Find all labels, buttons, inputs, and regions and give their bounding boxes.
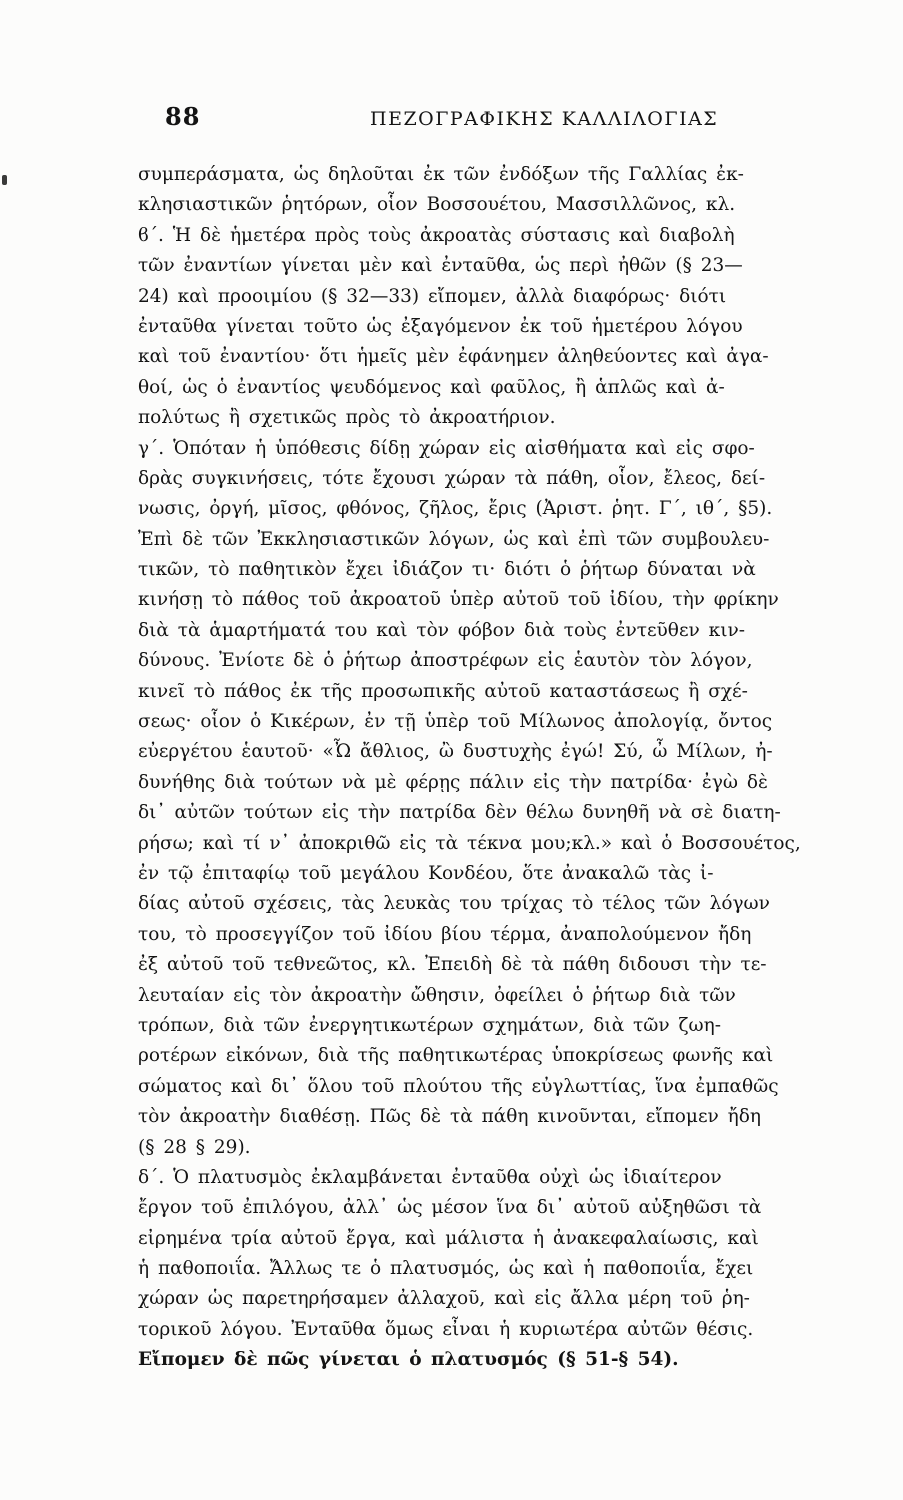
page-number: 88 <box>165 102 201 131</box>
page-header <box>165 102 830 142</box>
text-line: ἔργον τοῦ ἐπιλόγου, ἀλλ᾽ ὡς μέσον ἵνα δι᾽ αὐτοῦ αὐξηθῶσι τὰ <box>138 1197 762 1219</box>
text-line: κινήσῃ τὸ πάθος τοῦ ἀκροατοῦ ὑπὲρ αὐτοῦ τοῦ ἰδίου, τὴν φρίκην <box>138 589 779 611</box>
text-line: (§ 28 § 29). <box>138 1136 251 1158</box>
text-line: χώραν ὡς παρετηρήσαμεν ἀλλαχοῦ, καὶ εἰς ἄλλα μέρη τοῦ ῥη- <box>138 1288 750 1310</box>
text-line: εὐεργέτου ἑαυτοῦ· «Ὦ ἄθλιος, ὢ δυστυχὴς ἐγώ! Σύ, ὦ Μίλων, ἠ- <box>138 741 773 763</box>
text-line: σεως· οἷον ὁ Κικέρων, ἐν τῇ ὑπὲρ τοῦ Μίλωνος ἀπολογίᾳ, ὄντος <box>138 711 773 733</box>
text-line: 24) καὶ προοιμίου (§ 32—33) εἴπομεν, ἀλλὰ διαφόρως· διότι <box>138 285 727 307</box>
text-line: λευταίαν εἰς τὸν ἀκροατὴν ὤθησιν, ὀφείλει ὁ ῥήτωρ διὰ τῶν <box>138 984 736 1006</box>
text-line: του, τὸ προσεγγίζον τοῦ ἰδίου βίου τέρμα, ἀναπολούμενον ἤδη <box>138 923 752 945</box>
text-line: πολύτως ἢ σχετικῶς πρὸς τὸ ἀκροατήριον. <box>138 407 556 429</box>
text-line: ἡ παθοποιΐα. Ἄλλως τε ὁ πλατυσμός, ὡς καὶ ἡ παθοποιΐα, ἔχει <box>138 1258 754 1280</box>
text-line: δυνήθης διὰ τούτων νὰ μὲ φέρῃς πάλιν εἰς τὴν πατρίδα· ἐγὼ δὲ <box>138 771 768 793</box>
text-line: σώματος καὶ δι᾽ ὅλου τοῦ πλούτου τῆς εὐγλωττίας, ἵνα ἐμπαθῶς <box>138 1075 779 1097</box>
text-line: ἐν τῷ ἐπιταφίῳ τοῦ μεγάλου Κονδέου, ὅτε ἀνακαλῶ τὰς ἰ- <box>138 862 714 884</box>
text-line: δ΄. Ὁ πλατυσμὸς ἐκλαμβάνεται ἐνταῦθα οὐχὶ ὡς ἰδιαίτερον <box>138 1166 722 1188</box>
text-line: νωσις, ὀργή, μῖσος, φθόνος, ζῆλος, ἔρις (Ἀριστ. ῥητ. Γ΄, ιθ΄, §5). <box>138 498 773 520</box>
text-line: Ἐπὶ δὲ τῶν Ἐκκλησιαστικῶν λόγων, ὡς καὶ ἐπὶ τῶν συμβουλευ- <box>138 528 770 550</box>
text-line: τῶν ἐναντίων γίνεται μὲν καὶ ἐνταῦθα, ὡς περὶ ἠθῶν (§ 23— <box>138 255 743 277</box>
text-line: ἐνταῦθα γίνεται τοῦτο ὡς ἐξαγόμενον ἐκ τοῦ ἡμετέρου λόγου <box>138 315 743 337</box>
text-line: τορικοῦ λόγου. Ἐνταῦθα ὅμως εἶναι ἡ κυριωτέρα αὐτῶν θέσις. <box>138 1318 754 1340</box>
text-line: διὰ τὰ ἁμαρτήματά του καὶ τὸν φόβον διὰ τοὺς ἐντεῦθεν κιν- <box>138 619 745 641</box>
text-line: κινεῖ τὸ πάθος ἐκ τῆς προσωπικῆς αὐτοῦ καταστάσεως ἢ σχέ- <box>138 680 748 702</box>
text-line: ϐ΄. Ἡ δὲ ἡμετέρα πρὸς τοὺς ἀκροατὰς σύστασις καὶ διαβολὴ <box>138 224 735 246</box>
text-line: Εἴπομεν δὲ πῶς γίνεται ὁ πλατυσμός (§ 51-§ 54). <box>138 1349 679 1371</box>
text-line: καὶ τοῦ ἐναντίου· ὅτι ἡμεῖς μὲν ἐφάνημεν ἀληθεύοντες καὶ ἀγα- <box>138 346 769 368</box>
text-line: τρόπων, διὰ τῶν ἐνεργητικωτέρων σχημάτων, διὰ τῶν ζωη- <box>138 1014 721 1036</box>
text-line: ροτέρων εἰκόνων, διὰ τῆς παθητικωτέρας ὑποκρίσεως φωνῆς καὶ <box>138 1045 774 1067</box>
text-line: τὸν ἀκροατὴν διαθέσῃ. Πῶς δὲ τὰ πάθη κινοῦνται, εἴπομεν ἤδη <box>138 1106 761 1128</box>
text-line: δίας αὐτοῦ σχέσεις, τὰς λευκὰς του τρίχας τὸ τέλος τῶν λόγων <box>138 893 770 915</box>
text-line: εἰρημένα τρία αὐτοῦ ἔργα, καὶ μάλιστα ἡ ἀνακεφαλαίωσις, καὶ <box>138 1227 759 1249</box>
text-line: τικῶν, τὸ παθητικὸν ἔχει ἰδιάζον τι· διότι ὁ ῥήτωρ δύναται νὰ <box>138 559 756 581</box>
body-text <box>138 160 838 1376</box>
margin-ink-mark <box>2 175 7 185</box>
text-line: δι᾽ αὐτῶν τούτων εἰς τὴν πατρίδα δὲν θέλω δυνηθῆ νὰ σὲ διατη- <box>138 802 781 824</box>
text-line: κλησιαστικῶν ῥητόρων, οἷον Βοσσουέτου, Μασσιλλῶνος, κλ. <box>138 194 736 216</box>
text-line: δρὰς συγκινήσεις, τότε ἔχουσι χώραν τὰ πάθη, οἷον, ἔλεος, δεί- <box>138 467 766 489</box>
text-line: ρήσω; καὶ τί ν᾽ ἀποκριθῶ εἰς τὰ τέκνα μου;κλ.» καὶ ὁ Βοσσουέτος, <box>138 832 801 854</box>
running-title: ΠΕΖΟΓΡΑΦΙΚΗΣ ΚΑΛΛΙΛΟΓΙΑΣ <box>370 108 719 130</box>
text-line: συμπεράσματα, ὡς δηλοῦται ἐκ τῶν ἐνδόξων τῆς Γαλλίας ἐκ- <box>138 164 744 185</box>
text-line: γ΄. Ὁπόταν ἡ ὑπόθεσις δίδῃ χώραν εἰς αἰσθήματα καὶ εἰς σφο- <box>138 437 755 459</box>
text-line: θοί, ὡς ὁ ἐναντίος ψευδόμενος καὶ φαῦλος, ἢ ἁπλῶς καὶ ἀ- <box>138 376 725 398</box>
text-line: ἐξ αὐτοῦ τοῦ τεθνεῶτος, κλ. Ἐπειδὴ δὲ τὰ πάθη διδουσι τὴν τε- <box>138 954 767 976</box>
text-line: δύνους. Ἐνίοτε δὲ ὁ ῥήτωρ ἀποστρέφων εἰς ἑαυτὸν τὸν λόγον, <box>138 650 753 672</box>
